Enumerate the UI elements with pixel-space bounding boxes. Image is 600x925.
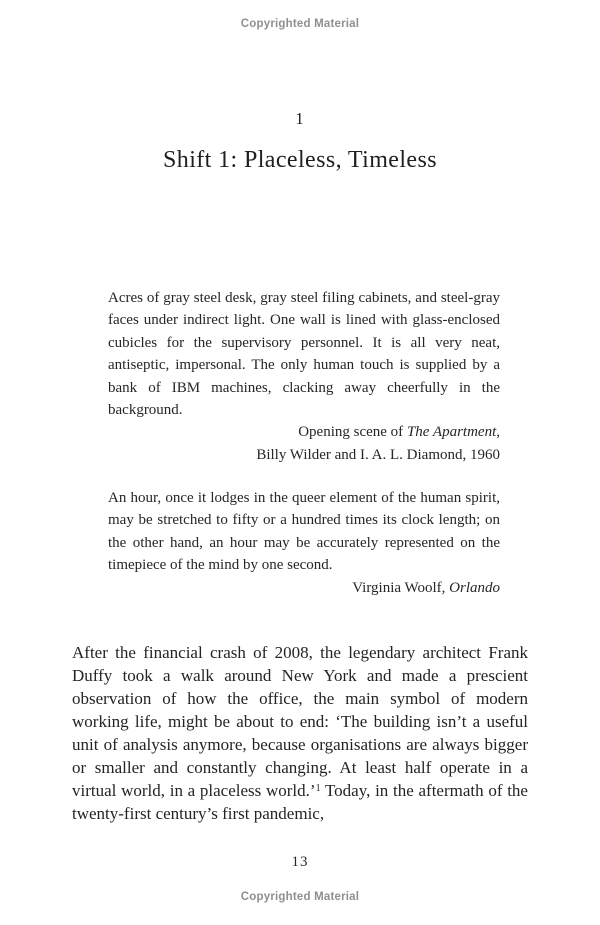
epigraph-woolf-text: An hour, once it lodges in the queer element of the human spirit, may be stretched to fifty or a hundred times its clock length; on the other hand, an hour may be accurately represented on the timepiece of the mind by one second. bbox=[108, 490, 500, 574]
epigraph-woolf-attribution bbox=[108, 577, 500, 599]
attribution-author: Virginia Woolf, bbox=[352, 579, 450, 596]
chapter-title: Shift 1: Placeless, Timeless bbox=[163, 147, 437, 173]
attribution-prefix: Opening scene of bbox=[298, 424, 407, 441]
attribution-suffix: , bbox=[496, 424, 500, 441]
epigraph-apartment bbox=[108, 287, 500, 466]
page-number: 13 bbox=[291, 854, 309, 870]
attribution-work-title: Orlando bbox=[449, 579, 500, 596]
epigraph-apartment-text: Acres of gray steel desk, gray steel filing cabinets, and steel-gray faces under indirect light. One wall is lined with glass-enclosed cubicles for the supervisory personnel. It is all very neat, antiseptic, impersonal. The only human touch is supplied by a bank of IBM machines, clacking away cheerfully in the background. bbox=[108, 290, 500, 419]
body-text-tail: Today, in the aftermath of the twenty-first century’s first pandemic, bbox=[72, 781, 528, 823]
chapter-number: 1 bbox=[295, 109, 305, 128]
attribution-work-title: The Apartment bbox=[406, 424, 497, 441]
body-paragraph bbox=[72, 641, 528, 825]
epigraph-woolf bbox=[108, 487, 500, 599]
body-text-main: After the financial crash of 2008, the legendary architect Frank Duffy took a walk around New York and made a prescient observation of how the office, the main symbol of modern working life, might be about to end: ‘The building isn’t a useful unit of analysis anymore, because organisations are always bigger or smaller and constantly changing. At least half operate in a virtual world, in a placeless world.’ bbox=[72, 643, 528, 800]
copyright-notice-bottom: Copyrighted Material bbox=[240, 891, 360, 903]
footnote-marker: 1 bbox=[315, 783, 321, 794]
copyright-notice-top: Copyrighted Material bbox=[240, 18, 360, 30]
epigraph-apartment-attribution-line2: Billy Wilder and I. A. L. Diamond, 1960 bbox=[256, 446, 500, 463]
epigraph-apartment-attribution-line1 bbox=[108, 421, 500, 443]
